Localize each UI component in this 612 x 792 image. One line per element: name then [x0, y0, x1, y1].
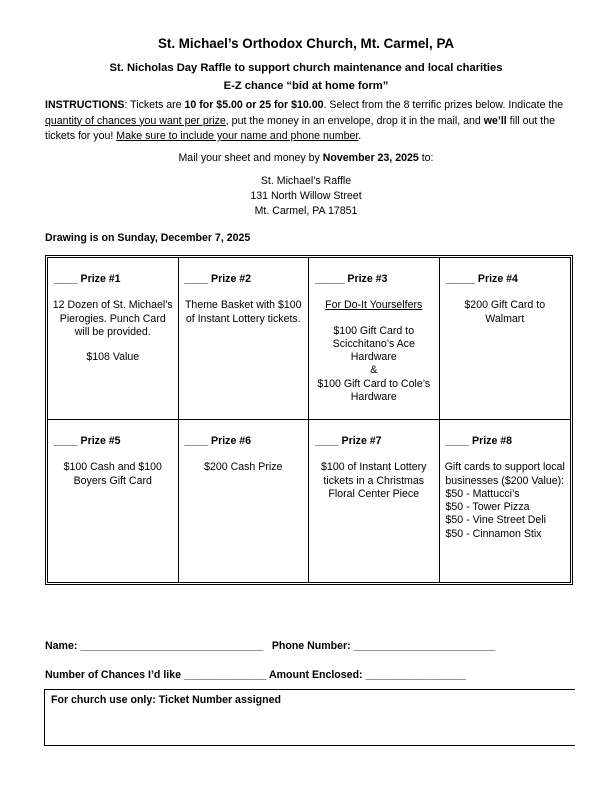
prize-cell [440, 420, 571, 582]
page-title: St. Michael’s Orthodox Church, Mt. Carmel, PA [157, 36, 455, 51]
instructions-label: INSTRUCTIONS [45, 99, 125, 111]
address-line: St. Michael’s Raffle [260, 175, 352, 187]
prize-cell [179, 258, 310, 420]
ticket-price: 10 for $5.00 or 25 for $10.00 [184, 99, 324, 111]
prize-description: $100 Gift Card to Scicchitano’s Ace Hardware [332, 324, 415, 364]
name-field[interactable]: Name: _______________________________ [45, 640, 263, 652]
prize-heading: ____ Prize #5 [54, 435, 121, 447]
prize-description: $100 Gift Card to Cole’s Hardware [317, 377, 431, 404]
instructions-emphasis: we’ll [483, 114, 507, 127]
prize-description: $100 Cash and $100 Boyers Gift Card [63, 461, 162, 487]
instructions-text: : Tickets are [124, 99, 185, 111]
prize-description: Theme Basket with $100 of Instant Lottery tickets. [184, 299, 302, 325]
instructions-text: . [358, 130, 362, 142]
prize-list-item: $50 - Tower Pizza [445, 501, 530, 514]
instructions-text: . Select from the 8 terrific prizes below. Indicate the [323, 99, 564, 111]
prize-description: & [370, 364, 378, 377]
prize-list-item: $50 - Vine Street Deli [445, 514, 547, 527]
name-phone-row [45, 640, 495, 652]
prize-heading: ____ Prize #1 [54, 273, 121, 285]
mail-text: to: [418, 152, 434, 164]
prize-list-item: $50 - Cinnamon Stix [445, 527, 542, 540]
prize-heading: _____ Prize #4 [445, 273, 518, 285]
raffle-subtitle: St. Nicholas Day Raffle to support church maintenance and local charities [109, 62, 503, 74]
prize-cell [440, 258, 571, 420]
phone-field[interactable]: Phone Number: ________________________ [271, 640, 496, 652]
prize-heading: _____ Prize #3 [315, 273, 388, 285]
mail-instructions [0, 152, 612, 164]
prize-category: For Do-It Yourselfers [325, 299, 423, 312]
prize-grid [45, 255, 573, 585]
instructions-text: , put the money in an envelope, drop it in the mail, and [225, 114, 484, 127]
prize-description: $100 of Instant Lottery tickets in a Christmas Floral Center Piece [321, 461, 427, 500]
chances-field[interactable]: Number of Chances I’d like ______________ [45, 669, 267, 681]
form-subtitle: E-Z chance “bid at home form” [223, 80, 389, 92]
instructions-emphasis: quantity of chances you want per prize [45, 114, 226, 127]
mailing-address [0, 174, 612, 219]
prize-description: $200 Gift Card to Walmart [464, 299, 546, 325]
church-use-label: For church use only: Ticket Number assigned [51, 694, 281, 706]
instructions [45, 98, 580, 145]
prize-list-item: $50 - Mattucci’s [445, 487, 520, 500]
address-line: 131 North Willow Street [250, 190, 362, 202]
prize-cell [48, 420, 179, 582]
mail-deadline: November 23, 2025 [322, 152, 419, 164]
prize-value: $108 Value [86, 351, 140, 364]
mail-text: Mail your sheet and money by [178, 152, 323, 164]
instructions-emphasis: Make sure to include your name and phone number [116, 130, 359, 142]
prize-description: 12 Dozen of St. Michael’s Pierogies. Punch Card will be provided. [52, 299, 173, 338]
prize-heading: ____ Prize #7 [315, 435, 382, 447]
prize-description: Gift cards to support local businesses ($200 Value): [444, 461, 565, 487]
prize-cell [309, 258, 440, 420]
instructions-text: fill out the tickets for you! [45, 114, 556, 142]
prize-cell [48, 258, 179, 420]
church-use-box [44, 689, 575, 746]
chances-amount-row [45, 669, 466, 681]
prize-description: $200 Cash Prize [204, 461, 283, 474]
prize-heading: ____ Prize #8 [445, 435, 513, 447]
prize-cell [179, 420, 310, 582]
address-line: Mt. Carmel, PA 17851 [254, 205, 358, 217]
amount-field[interactable]: Amount Enclosed: _________________ [268, 669, 466, 681]
prize-cell [309, 420, 440, 582]
drawing-date: Drawing is on Sunday, December 7, 2025 [45, 232, 251, 244]
prize-heading: ____ Prize #6 [184, 435, 252, 447]
prize-heading: ____ Prize #2 [184, 273, 252, 285]
